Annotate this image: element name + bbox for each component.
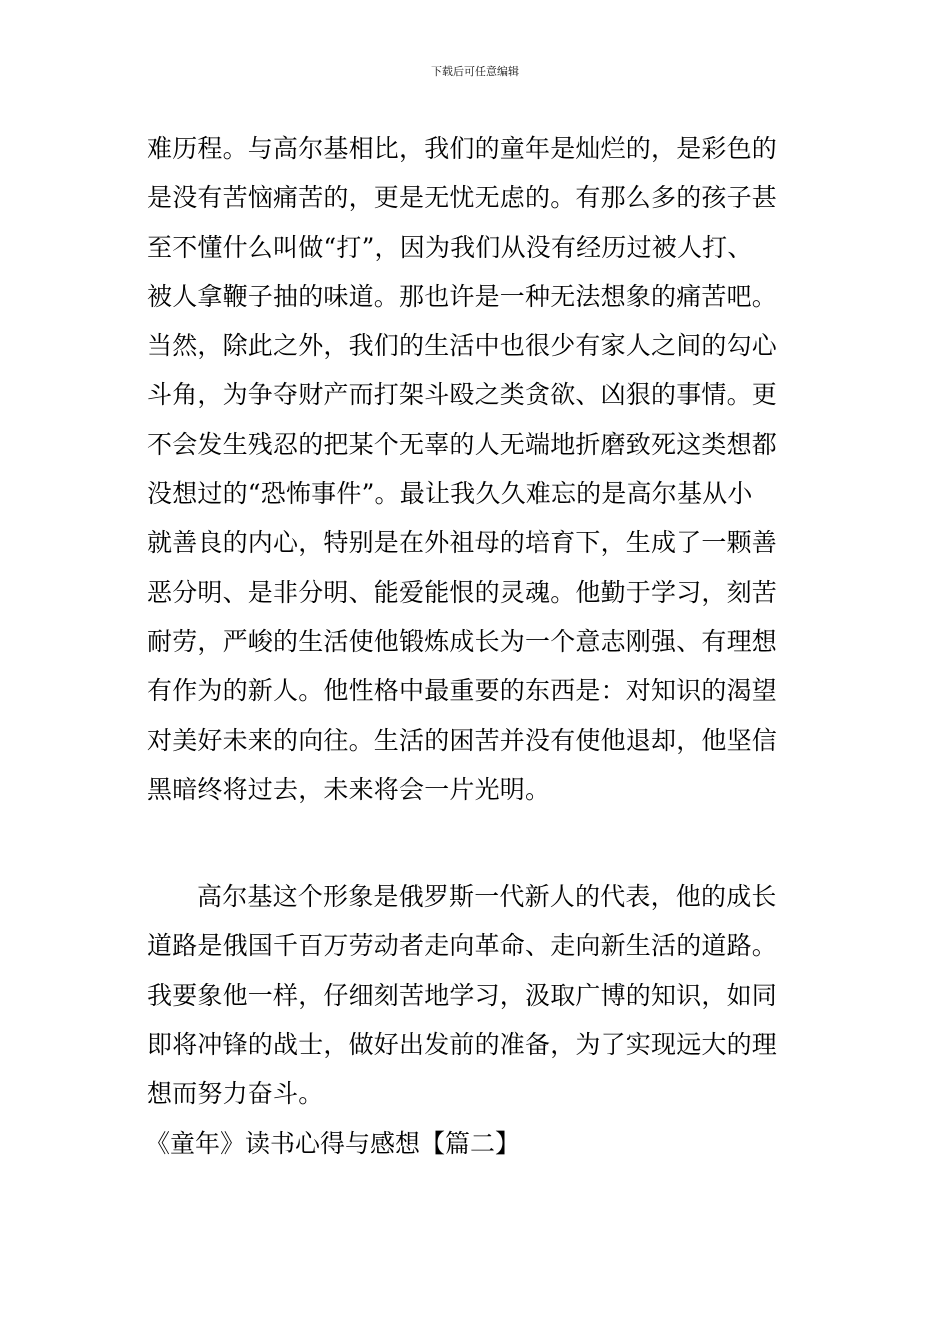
- text-line: 即将冲锋的战士，做好出发前的准备，为了实现远大的理: [147, 1030, 778, 1060]
- text-line: 当然，除此之外，我们的生活中也很少有家人之间的勾心: [147, 331, 778, 361]
- text-line: 不会发生残忍的把某个无辜的人无端地折磨致死这类想都: [147, 429, 778, 459]
- text-line: 我要象他一样，仔细刻苦地学习，汲取广博的知识，如同: [147, 980, 778, 1010]
- page-header: 下载后可任意编辑: [431, 65, 519, 78]
- text-line: 难历程。与高尔基相比，我们的童年是灿烂的，是彩色的: [147, 134, 778, 163]
- text-line: 耐劳，严峻的生活使他锻炼成长为一个意志刚强、有理想: [147, 626, 778, 656]
- paragraph-2: [147, 872, 807, 1118]
- text-line: 恶分明、是非分明、能爱能恨的灵魂。他勤于学习，刻苦: [147, 577, 778, 607]
- text-line: 对美好未来的向往。生活的困苦并没有使他退却，他坚信: [147, 725, 778, 755]
- section-heading: 《童年》读书心得与感想【篇二】: [145, 1128, 521, 1158]
- paragraph-1: [147, 124, 807, 814]
- text-line: 是没有苦恼痛苦的，更是无忧无虑的。有那么多的孩子甚: [147, 183, 778, 213]
- paragraph-gap: [147, 814, 807, 872]
- text-line: 想而努力奋斗。: [147, 1079, 324, 1109]
- text-line: 就善良的内心，特别是在外祖母的培育下，生成了一颗善: [147, 528, 778, 558]
- text-line: 至不懂什么叫做“打”，因为我们从没有经历过被人打、: [147, 232, 753, 262]
- text-line: 高尔基这个形象是俄罗斯一代新人的代表，他的成长: [197, 882, 777, 912]
- text-line: 黑暗终将过去，未来将会一片光明。: [147, 774, 551, 804]
- text-line: 道路是俄国千百万劳动者走向革命、走向新生活的道路。: [147, 931, 778, 961]
- text-line: 被人拿鞭子抽的味道。那也许是一种无法想象的痛苦吧。: [147, 281, 778, 311]
- text-line: 没想过的“恐怖事件”。最让我久久难忘的是高尔基从小: [147, 479, 753, 509]
- text-line: 有作为的新人。他性格中最重要的东西是：对知识的渴望: [147, 676, 778, 706]
- document-body: [147, 124, 807, 1168]
- text-line: 斗角，为争夺财产而打架斗殴之类贪欲、凶狠的事情。更: [147, 380, 778, 410]
